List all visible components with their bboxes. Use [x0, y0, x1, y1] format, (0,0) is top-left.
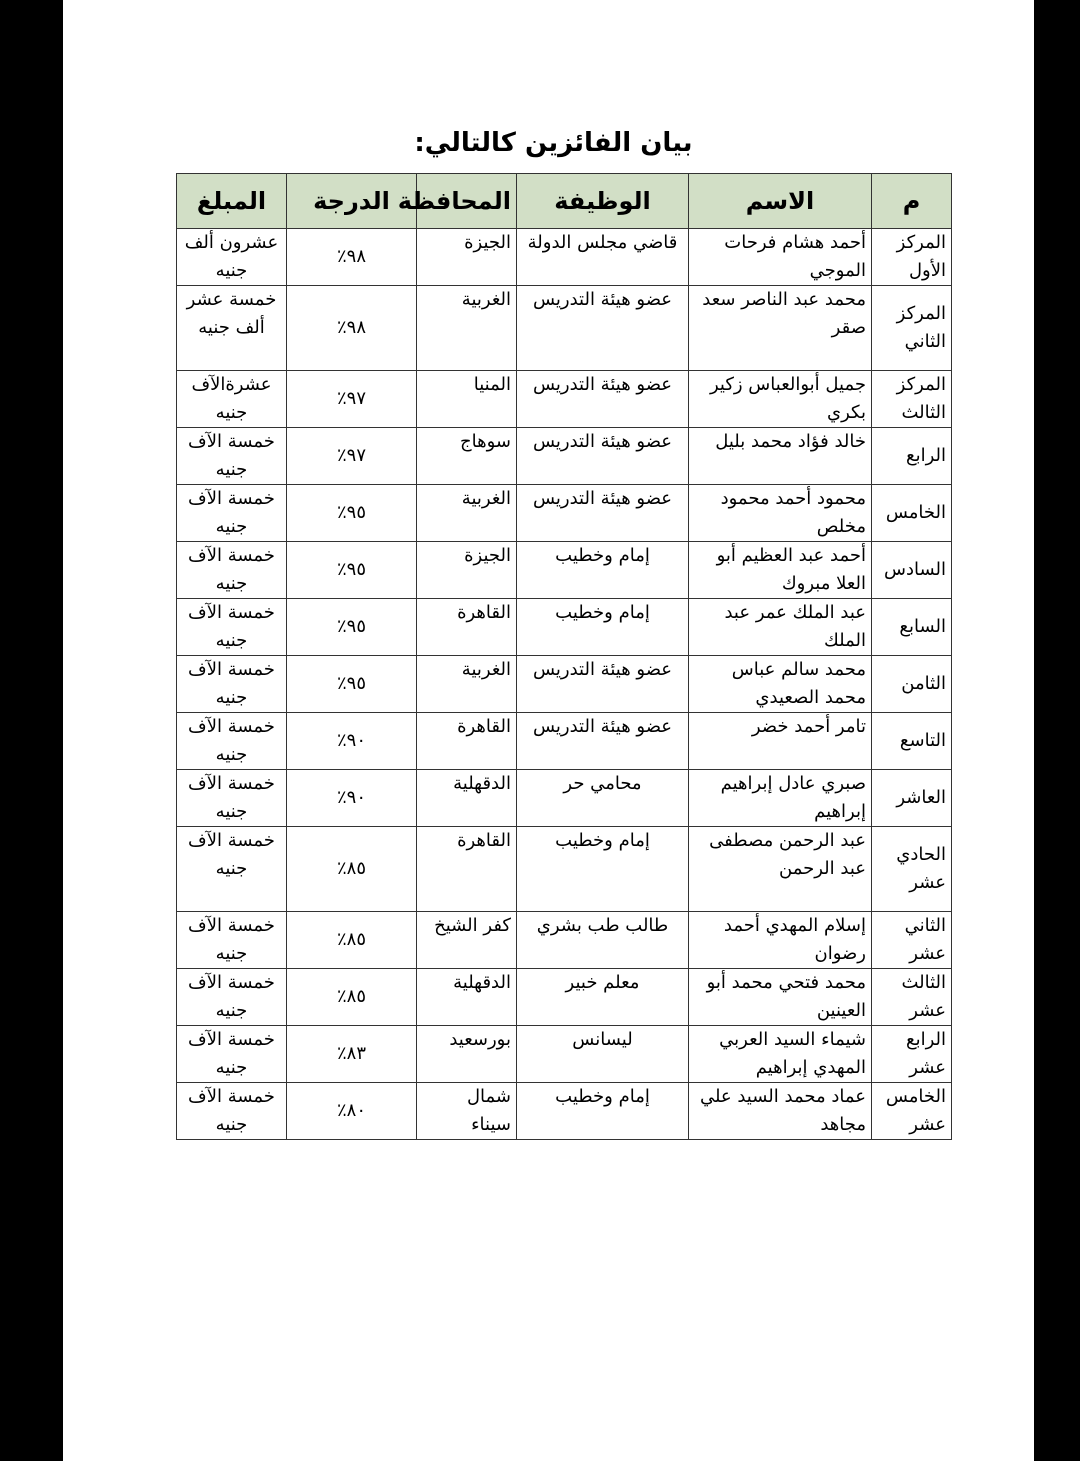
- cell-governorate: المنيا: [417, 371, 517, 428]
- cell-amount: خمسة الآف جنيه: [177, 485, 287, 542]
- cell-job: محامي حر: [517, 770, 689, 827]
- cell-governorate: الجيزة: [417, 542, 517, 599]
- cell-job: إمام وخطيب: [517, 1083, 689, 1140]
- table-row: [177, 1026, 952, 1083]
- cell-rank: المركز الأول: [872, 229, 952, 286]
- cell-rank: السادس: [872, 542, 952, 599]
- cell-amount: خمسة عشر ألف جنيه: [177, 286, 287, 371]
- cell-grade: ٩٥٪: [287, 485, 417, 542]
- cell-rank: السابع: [872, 599, 952, 656]
- cell-job: إمام وخطيب: [517, 542, 689, 599]
- column-header-amount: المبلغ: [177, 174, 287, 229]
- cell-rank: الحادي عشر: [872, 827, 952, 912]
- cell-rank: المركز الثاني: [872, 286, 952, 371]
- cell-rank: الخامس: [872, 485, 952, 542]
- cell-name: محمد فتحي محمد أبو العينين: [689, 969, 872, 1026]
- cell-name: تامر أحمد خضر: [689, 713, 872, 770]
- cell-grade: ٨٥٪: [287, 912, 417, 969]
- table-row: [177, 599, 952, 656]
- cell-name: أحمد عبد العظيم أبو العلا مبروك: [689, 542, 872, 599]
- cell-governorate: الدقهلية: [417, 969, 517, 1026]
- cell-amount: خمسة الآف جنيه: [177, 656, 287, 713]
- table-row: [177, 827, 952, 912]
- table-row: [177, 428, 952, 485]
- cell-amount: خمسة الآف جنيه: [177, 770, 287, 827]
- cell-name: خالد فؤاد محمد بليل: [689, 428, 872, 485]
- cell-governorate: الغربية: [417, 286, 517, 371]
- cell-job: ليسانس: [517, 1026, 689, 1083]
- column-header-name: الاسم: [689, 174, 872, 229]
- cell-governorate: الغربية: [417, 485, 517, 542]
- cell-amount: خمسة الآف جنيه: [177, 428, 287, 485]
- column-header-rank: م: [872, 174, 952, 229]
- cell-job: عضو هيئة التدريس: [517, 428, 689, 485]
- cell-rank: الثاني عشر: [872, 912, 952, 969]
- cell-amount: خمسة الآف جنيه: [177, 912, 287, 969]
- cell-grade: ٨٥٪: [287, 827, 417, 912]
- cell-name: محمد سالم عباس محمد الصعيدي: [689, 656, 872, 713]
- cell-grade: ٩٥٪: [287, 542, 417, 599]
- cell-grade: ٨٣٪: [287, 1026, 417, 1083]
- cell-governorate: شمال سيناء: [417, 1083, 517, 1140]
- cell-governorate: الدقهلية: [417, 770, 517, 827]
- cell-amount: خمسة الآف جنيه: [177, 1026, 287, 1083]
- table-row: [177, 286, 952, 371]
- cell-rank: الرابع عشر: [872, 1026, 952, 1083]
- cell-governorate: كفر الشيخ: [417, 912, 517, 969]
- cell-grade: ٩٨٪: [287, 229, 417, 286]
- cell-name: عبد الرحمن مصطفى عبد الرحمن: [689, 827, 872, 912]
- cell-job: طالب طب بشري: [517, 912, 689, 969]
- cell-grade: ٩٠٪: [287, 770, 417, 827]
- cell-governorate: الجيزة: [417, 229, 517, 286]
- cell-rank: الثالث عشر: [872, 969, 952, 1026]
- cell-name: محمد عبد الناصر سعد صقر: [689, 286, 872, 371]
- table-row: [177, 969, 952, 1026]
- table-row: [177, 371, 952, 428]
- cell-grade: ٩٥٪: [287, 656, 417, 713]
- cell-grade: ٨٠٪: [287, 1083, 417, 1140]
- document-page: [63, 0, 1034, 1461]
- cell-rank: العاشر: [872, 770, 952, 827]
- column-header-governorate: المحافظة: [417, 174, 517, 229]
- cell-rank: الرابع: [872, 428, 952, 485]
- cell-job: عضو هيئة التدريس: [517, 371, 689, 428]
- cell-rank: الخامس عشر: [872, 1083, 952, 1140]
- table-row: [177, 770, 952, 827]
- cell-name: أحمد هشام فرحات الموجي: [689, 229, 872, 286]
- cell-name: شيماء السيد العربي المهدي إبراهيم: [689, 1026, 872, 1083]
- cell-governorate: القاهرة: [417, 827, 517, 912]
- cell-job: عضو هيئة التدريس: [517, 656, 689, 713]
- cell-governorate: القاهرة: [417, 599, 517, 656]
- cell-amount: خمسة الآف جنيه: [177, 713, 287, 770]
- cell-governorate: القاهرة: [417, 713, 517, 770]
- cell-job: عضو هيئة التدريس: [517, 485, 689, 542]
- cell-governorate: سوهاج: [417, 428, 517, 485]
- cell-amount: عشرةالآف جنيه: [177, 371, 287, 428]
- cell-grade: ٩٠٪: [287, 713, 417, 770]
- cell-grade: ٩٨٪: [287, 286, 417, 371]
- table-row: [177, 713, 952, 770]
- table-row: [177, 1083, 952, 1140]
- column-header-grade: الدرجة: [287, 174, 417, 229]
- cell-amount: خمسة الآف جنيه: [177, 599, 287, 656]
- cell-name: عبد الملك عمر عبد الملك: [689, 599, 872, 656]
- cell-rank: التاسع: [872, 713, 952, 770]
- table-row: [177, 229, 952, 286]
- cell-amount: خمسة الآف جنيه: [177, 827, 287, 912]
- cell-amount: خمسة الآف جنيه: [177, 1083, 287, 1140]
- table-row: [177, 485, 952, 542]
- cell-governorate: الغربية: [417, 656, 517, 713]
- cell-job: قاضي مجلس الدولة: [517, 229, 689, 286]
- cell-job: عضو هيئة التدريس: [517, 713, 689, 770]
- cell-governorate: بورسعيد: [417, 1026, 517, 1083]
- cell-name: محمود أحمد محمود مخلص: [689, 485, 872, 542]
- table-row: [177, 656, 952, 713]
- cell-job: عضو هيئة التدريس: [517, 286, 689, 371]
- cell-grade: ٨٥٪: [287, 969, 417, 1026]
- cell-job: إمام وخطيب: [517, 827, 689, 912]
- cell-amount: خمسة الآف جنيه: [177, 969, 287, 1026]
- cell-grade: ٩٥٪: [287, 599, 417, 656]
- cell-name: عماد محمد السيد علي مجاهد: [689, 1083, 872, 1140]
- table-header-row: [177, 174, 952, 229]
- cell-name: جميل أبوالعباس زكير بكري: [689, 371, 872, 428]
- cell-name: صبري عادل إبراهيم إبراهيم: [689, 770, 872, 827]
- cell-name: إسلام المهدي أحمد رضوان: [689, 912, 872, 969]
- cell-amount: خمسة الآف جنيه: [177, 542, 287, 599]
- cell-job: معلم خبير: [517, 969, 689, 1026]
- document-title: بيان الفائزين كالتالي:: [414, 128, 693, 158]
- column-header-job: الوظيفة: [517, 174, 689, 229]
- winners-table: [176, 173, 952, 1140]
- cell-grade: ٩٧٪: [287, 428, 417, 485]
- cell-amount: عشرون ألف جنيه: [177, 229, 287, 286]
- table-row: [177, 542, 952, 599]
- table-row: [177, 912, 952, 969]
- cell-rank: المركز الثالث: [872, 371, 952, 428]
- cell-grade: ٩٧٪: [287, 371, 417, 428]
- cell-job: إمام وخطيب: [517, 599, 689, 656]
- cell-rank: الثامن: [872, 656, 952, 713]
